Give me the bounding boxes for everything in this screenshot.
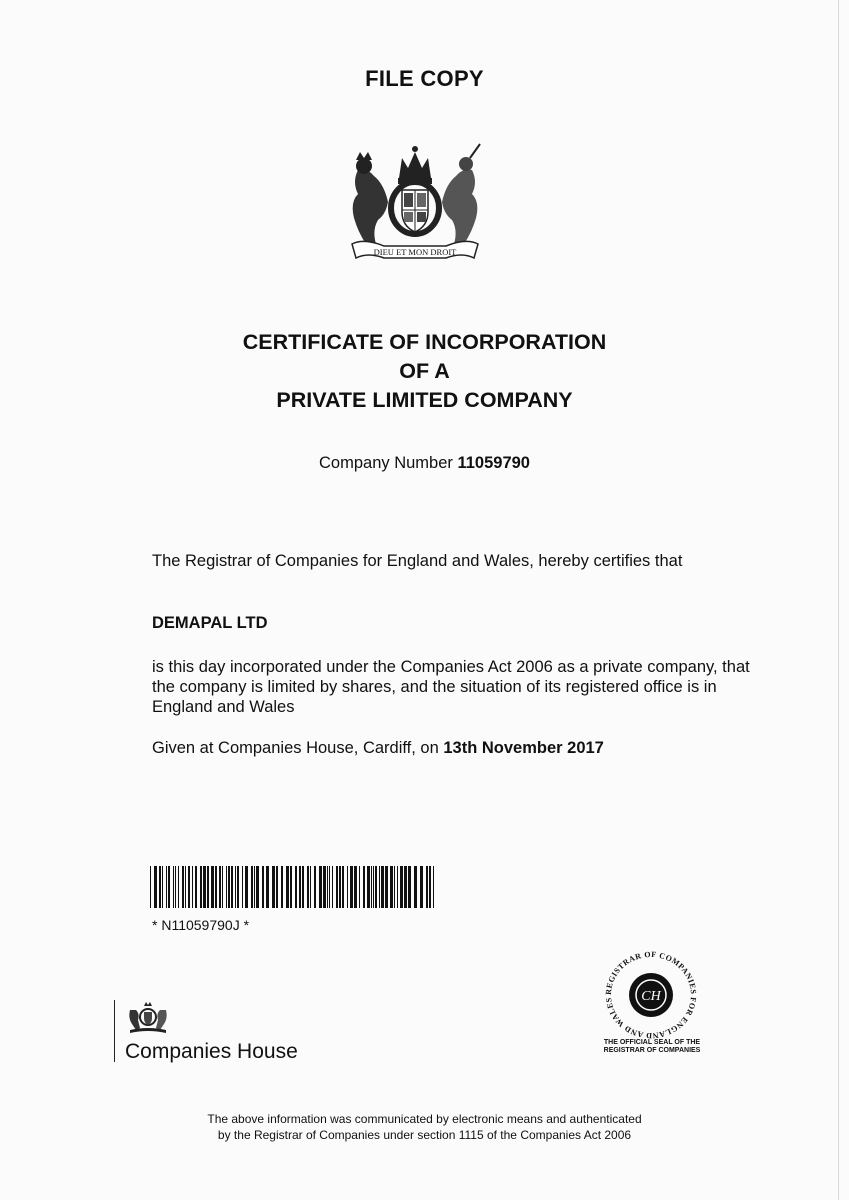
- page-edge: [838, 0, 839, 1200]
- barcode-text: * N11059790J *: [152, 917, 250, 933]
- title-line-2: OF A: [399, 359, 450, 383]
- certificate-title: [0, 328, 849, 415]
- small-crest-icon: [126, 1002, 170, 1034]
- svg-text:DIEU ET MON DROIT: DIEU ET MON DROIT: [373, 247, 457, 257]
- certification-intro: The Registrar of Companies for England and Wales, hereby certifies that: [152, 552, 683, 570]
- incorporation-date: 13th November 2017: [443, 739, 604, 757]
- company-number-value: 11059790: [457, 454, 530, 472]
- barcode: [150, 866, 434, 908]
- title-line-1: CERTIFICATE OF INCORPORATION: [242, 330, 607, 354]
- company-number-label: Company Number: [319, 454, 453, 472]
- companies-house-logo: [114, 1000, 334, 1070]
- royal-coat-of-arms-icon: [344, 140, 486, 262]
- given-at-line: [152, 738, 752, 758]
- incorporation-statement: is this day incorporated under the Companies Act 2006 as a private company, that the company is limited by shares, and the situation of its registered office is in England and Wales: [152, 658, 750, 716]
- company-name: DEMAPAL LTD: [152, 614, 268, 632]
- svg-text:REGISTRAR OF COMPANIES FOR ENG: REGISTRAR OF COMPANIES FOR ENGLAND AND WALES: [603, 951, 699, 1039]
- company-number: [0, 454, 849, 473]
- svg-text:CH: CH: [641, 989, 661, 1004]
- seal-caption-line-1: THE OFFICIAL SEAL OF THE: [603, 1039, 701, 1046]
- official-seal-icon: [597, 951, 705, 1039]
- seal-caption-line-2: REGISTRAR OF COMPANIES: [603, 1047, 701, 1054]
- given-at-prefix: Given at Companies House, Cardiff, on: [152, 739, 439, 757]
- file-copy-heading: FILE COPY: [365, 66, 484, 91]
- title-line-3: PRIVATE LIMITED COMPANY: [276, 388, 573, 412]
- footer-line-2: by the Registrar of Companies under section 1115 of the Companies Act 2006: [217, 1128, 632, 1142]
- seal-caption: [582, 1039, 722, 1055]
- companies-house-name: Companies House: [125, 1040, 298, 1063]
- authentication-footer: [0, 1111, 849, 1143]
- logo-divider: [114, 1000, 115, 1062]
- footer-line-1: The above information was communicated by electronic means and authenticated: [207, 1112, 642, 1126]
